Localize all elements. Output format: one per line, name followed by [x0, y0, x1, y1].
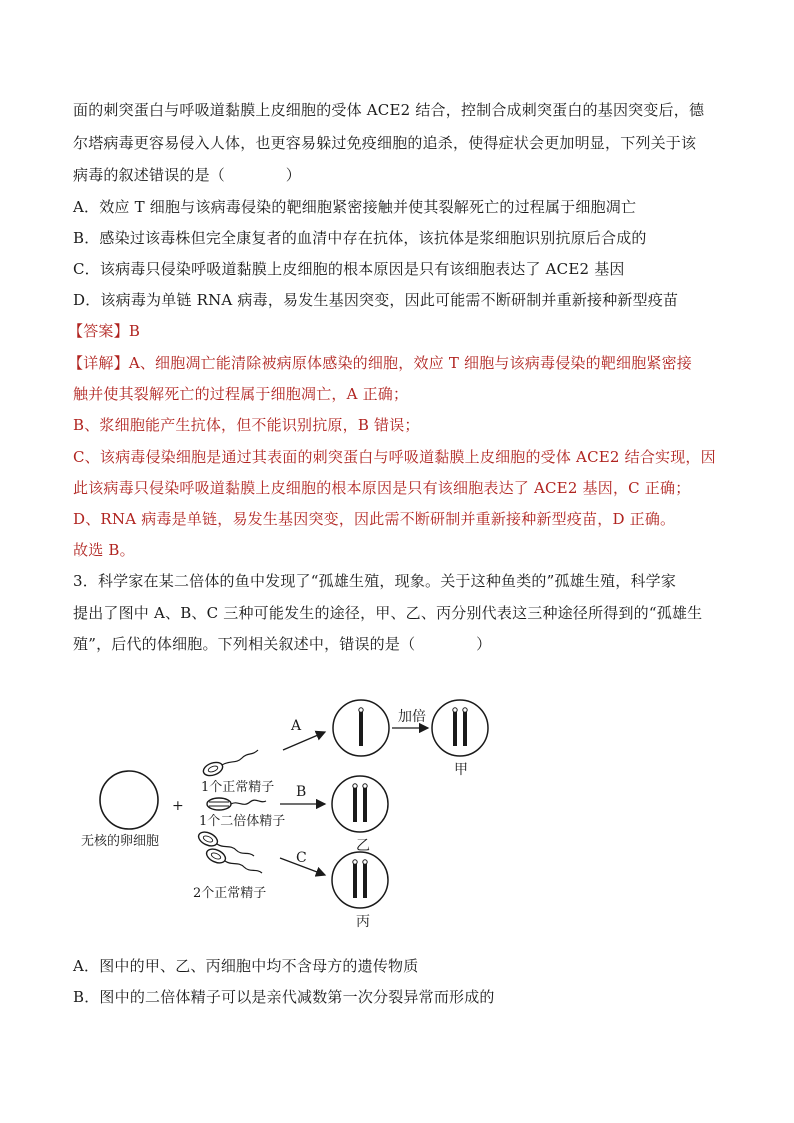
- answer-tag: 【答案】: [68, 322, 129, 340]
- path-b-label: B: [296, 784, 307, 800]
- reproduction-figure: [0, 690, 794, 940]
- q2-detail-line-1: [68, 353, 728, 373]
- egg-label: 无核的卵细胞: [81, 834, 160, 849]
- q3-stem-line-3: 殖”，后代的体细胞。下列相关叙述中，错误的是（ ）: [73, 635, 492, 653]
- q2-option-c: C．该病毒只侵染呼吸道黏膜上皮细胞的根本原因是只有该细胞表达了 ACE2 基因: [73, 260, 625, 278]
- q2-answer: [68, 321, 728, 341]
- path-c-label: C: [296, 850, 307, 866]
- q3-stem-line-1: 3．科学家在某二倍体的鱼中发现了“孤雄生殖，现象。关于这种鱼类的”孤雄生殖，科学家: [73, 572, 677, 590]
- answer-value: B: [128, 322, 141, 340]
- q2-conclusion: 故选 B。: [73, 541, 135, 559]
- detail-text-1: A、细胞凋亡能清除被病原体感染的细胞，效应 T 细胞与该病毒侵染的靶细胞紧密接: [128, 354, 692, 372]
- detail-tag: 【详解】: [68, 354, 129, 372]
- q2-stem-line-1: 面的刺突蛋白与呼吸道黏膜上皮细胞的受体 ACE2 结合，控制合成刺突蛋白的基因突变后，德: [73, 101, 705, 119]
- q2-detail-line-6: D、RNA 病毒是单链，易发生基因突变，因此需不断研制并重新接种新型疫苗，D 正确。: [73, 510, 676, 528]
- cell-jia-label: 甲: [454, 762, 468, 778]
- cell-bing-label: 丙: [356, 914, 370, 930]
- q2-detail-line-5: 此该病毒只侵染呼吸道黏膜上皮细胞的根本原因是只有该细胞表达了 ACE2 基因，C 正确；: [73, 479, 691, 497]
- sperm-c-label: 2个正常精子: [193, 886, 267, 901]
- q3-stem-line-2: 提出了图中 A、B、C 三种可能发生的途径，甲、乙、丙分别代表这三种途径所得到的“孤雄生: [73, 604, 703, 622]
- cell-yi-label: 乙: [356, 838, 370, 854]
- q2-option-a: A．效应 T 细胞与该病毒侵染的靶细胞紧密接触并使其裂解死亡的过程属于细胞凋亡: [73, 198, 637, 216]
- q2-option-b: B．感染过该毒株但完全康复者的血清中存在抗体，该抗体是浆细胞识别抗原后合成的: [73, 229, 647, 247]
- q2-detail-line-3: B、浆细胞能产生抗体，但不能识别抗原，B 错误；: [73, 416, 420, 434]
- q2-stem-line-2: 尔塔病毒更容易侵入人体，也更容易躲过免疫细胞的追杀，使得症状会更加明显，下列关于该: [73, 134, 697, 152]
- plus-sign: +: [172, 798, 184, 814]
- cell-jia: [432, 700, 488, 756]
- q2-detail-line-4: C、该病毒侵染细胞是通过其表面的刺突蛋白与呼吸道黏膜上皮细胞的受体 ACE2 结合实现，因: [73, 448, 716, 466]
- cell-yi: [332, 776, 388, 832]
- sperm-a: [202, 750, 258, 778]
- enucleated-egg-cell: [100, 771, 158, 829]
- sperm-c: [196, 829, 262, 873]
- path-a-label: A: [291, 718, 302, 734]
- q2-option-d: D．该病毒为单链 RNA 病毒，易发生基因突变，因此可能需不断研制并重新接种新型疫苗: [73, 291, 679, 309]
- q2-stem-line-3: 病毒的叙述错误的是（ ）: [73, 166, 302, 184]
- q3-option-b: B．图中的二倍体精子可以是亲代减数第一次分裂异常而形成的: [73, 988, 495, 1006]
- q2-detail-line-2: 触并使其裂解死亡的过程属于细胞凋亡，A 正确；: [73, 385, 409, 403]
- sperm-a-label: 1个正常精子: [201, 780, 275, 795]
- sperm-b: [207, 798, 266, 810]
- double-label: 加倍: [398, 709, 426, 725]
- sperm-b-label: 1个二倍体精子: [199, 814, 286, 829]
- arrow-path-a: [283, 732, 325, 750]
- cell-a-haploid: [333, 700, 389, 756]
- cell-bing: [332, 852, 388, 908]
- q3-option-a: A．图中的甲、乙、丙细胞中均不含母方的遗传物质: [73, 957, 419, 975]
